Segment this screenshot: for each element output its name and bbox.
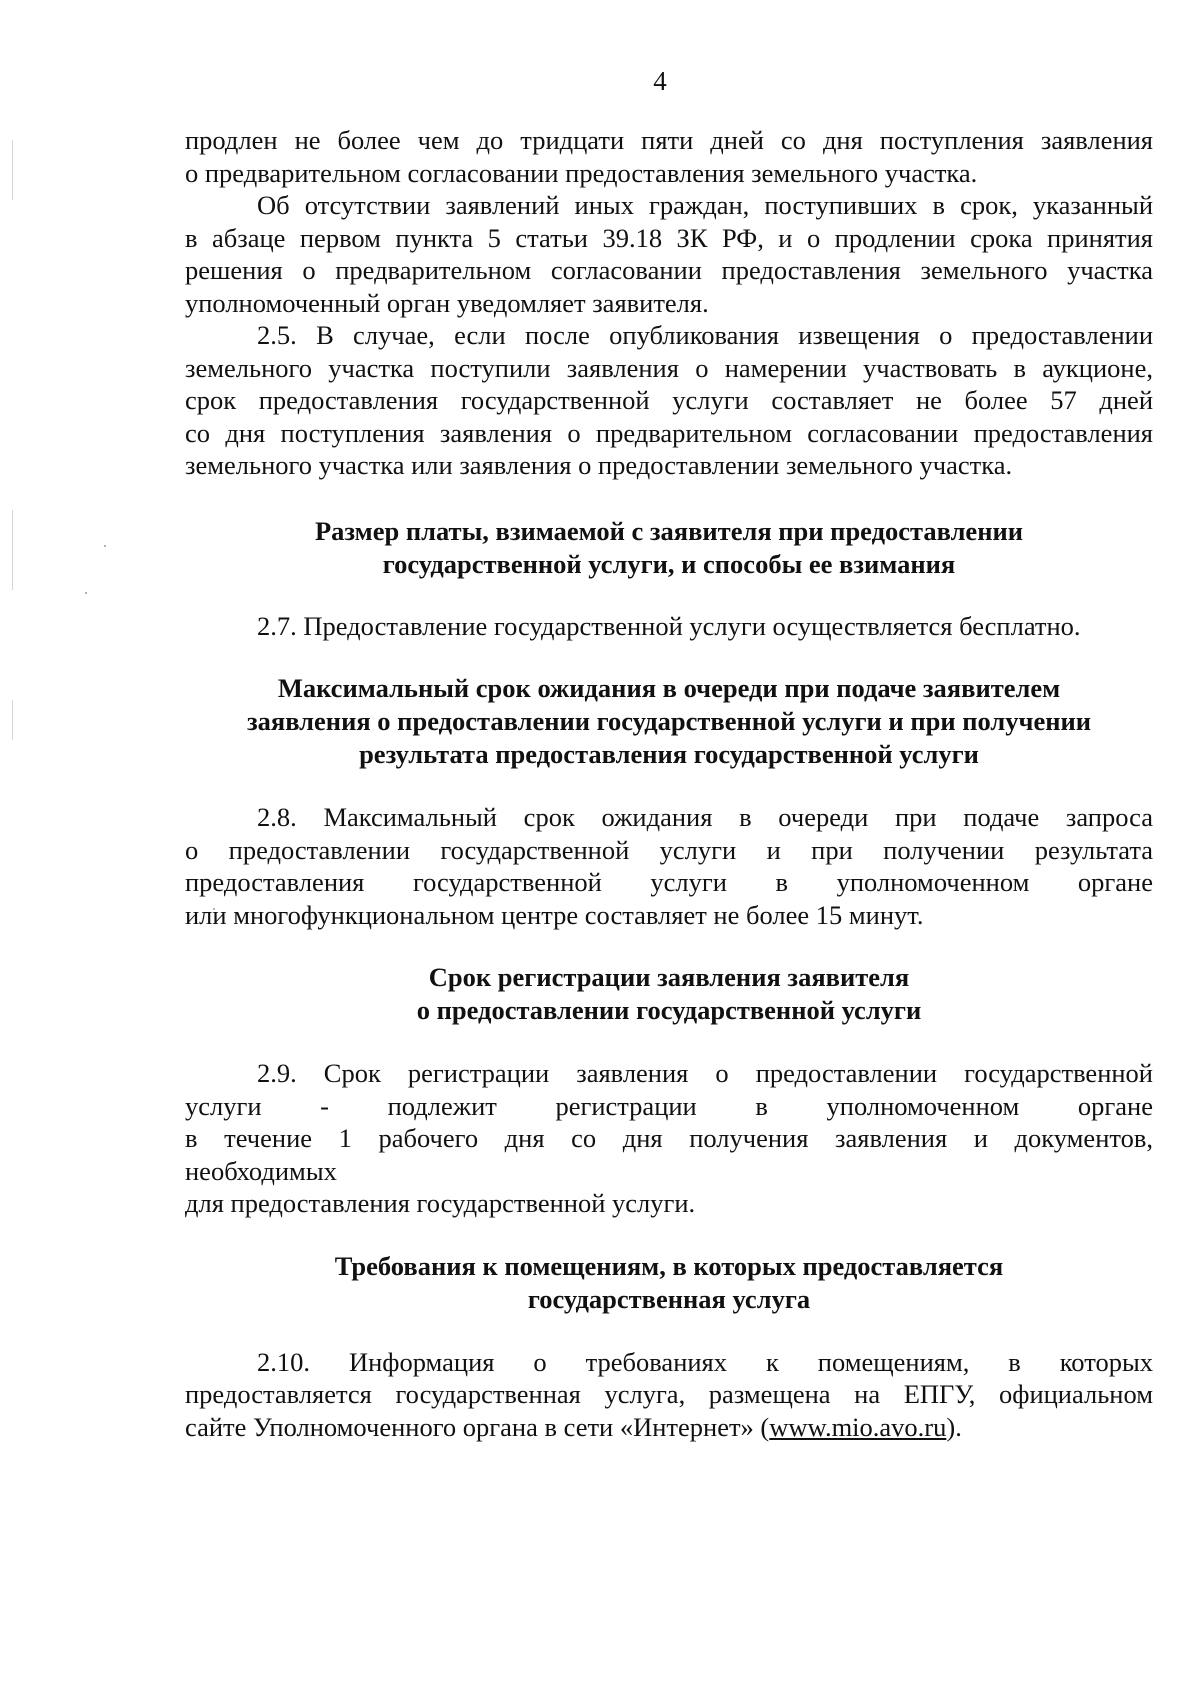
text-line: о предварительном согласовании предоставления земельного участка. — [185, 157, 978, 188]
website-link[interactable]: www.mio.avo.ru — [769, 1411, 947, 1442]
text-line: для предоставления государственной услуги. — [185, 1188, 696, 1218]
section-heading-premises — [185, 1250, 1153, 1316]
text-line: решения о предварительном согласовании предоставления земельного участка — [185, 255, 1153, 285]
heading-line: Максимальный срок ожидания в очереди при подаче заявителем — [277, 673, 1061, 703]
heading-line: государственная услуга — [527, 1283, 811, 1314]
text-fragment: сайте Уполномоченного органа в сети «Интернет» ( — [185, 1411, 770, 1442]
paragraph-2-9 — [185, 1057, 1153, 1220]
heading-line: государственной услуги, и способы ее взимания — [382, 548, 956, 579]
scan-artifact — [85, 592, 87, 594]
text-line: земельного участка поступили заявления о намерении участвовать в аукционе, — [185, 352, 1153, 383]
page-number: 4 — [653, 66, 667, 96]
text-line: необходимых — [185, 1155, 337, 1186]
text-line: в абзаце первом пункта 5 статьи 39.18 ЗК РФ, и о продлении срока принятия — [185, 222, 1153, 253]
text-line: услуги - подлежит регистрации в уполномоченном органе — [185, 1090, 1153, 1121]
text-line: продлен не более чем до тридцати пяти дней со дня поступления заявления — [185, 125, 1153, 155]
heading-line: Срок регистрации заявления заявителя — [428, 962, 910, 992]
text-line: 2.8. Максимальный срок ожидания в очереди при подаче запроса — [257, 802, 1153, 832]
paragraph-notification — [185, 189, 1153, 319]
paragraph-2-5 — [185, 319, 1153, 482]
text-line: или многофункциональном центре составляет не более 15 минут. — [185, 899, 924, 930]
text-line: в течение 1 рабочего дня со дня получения заявления и документов, — [185, 1123, 1153, 1153]
text-line: Об отсутствии заявлений иных граждан, поступивших в срок, указанный — [257, 190, 1153, 220]
scan-artifact — [104, 545, 106, 547]
heading-line: Размер платы, взимаемой с заявителя при предоставлении — [314, 515, 1024, 546]
text-line: срок предоставления государственной услуги составляет не более 57 дней — [185, 385, 1153, 415]
text-line: 2.9. Срок регистрации заявления о предоставлении государственной — [257, 1058, 1153, 1088]
text-fragment: ). — [946, 1411, 962, 1442]
paragraph-2-8 — [185, 801, 1153, 931]
section-heading-queue — [185, 672, 1153, 771]
paragraph-2-7: 2.7. Предоставление государственной услуги осуществляется бесплатно. — [257, 610, 1081, 641]
text-line: 2.10. Информация о требованиях к помещениям, в которых — [257, 1346, 1153, 1377]
heading-line: заявления о предоставлении государственной услуги и при получении — [246, 706, 1092, 736]
scan-artifact — [12, 700, 13, 740]
text-line: предоставляется государственная услуга, размещена на ЕПГУ, официальном — [185, 1379, 1153, 1409]
text-line — [185, 1411, 1153, 1444]
paragraph-continuation — [185, 124, 1153, 189]
heading-line: результата предоставления государственной услуги — [359, 739, 979, 769]
text-line: 2.5. В случае, если после опубликования извещения о предоставлении — [257, 320, 1153, 350]
paragraph-2-10 — [185, 1346, 1153, 1444]
heading-line: о предоставлении государственной услуги — [416, 995, 922, 1025]
text-line: предоставления государственной услуги в уполномоченном органе — [185, 867, 1153, 897]
scan-artifact — [12, 140, 13, 200]
section-heading-fee — [185, 515, 1153, 581]
heading-line: Требования к помещениям, в которых предоставляется — [334, 1250, 1004, 1281]
text-line: земельного участка или заявления о предоставлении земельного участка. — [185, 450, 1013, 480]
text-line: уполномоченный орган уведомляет заявителя. — [185, 287, 709, 318]
scan-artifact — [12, 510, 13, 590]
text-line: о предоставлении государственной услуги и при получении результата — [185, 834, 1153, 865]
text-line: со дня поступления заявления о предварительном согласовании предоставления — [185, 417, 1153, 448]
section-heading-registration — [185, 961, 1153, 1027]
document-body — [185, 124, 1153, 1443]
